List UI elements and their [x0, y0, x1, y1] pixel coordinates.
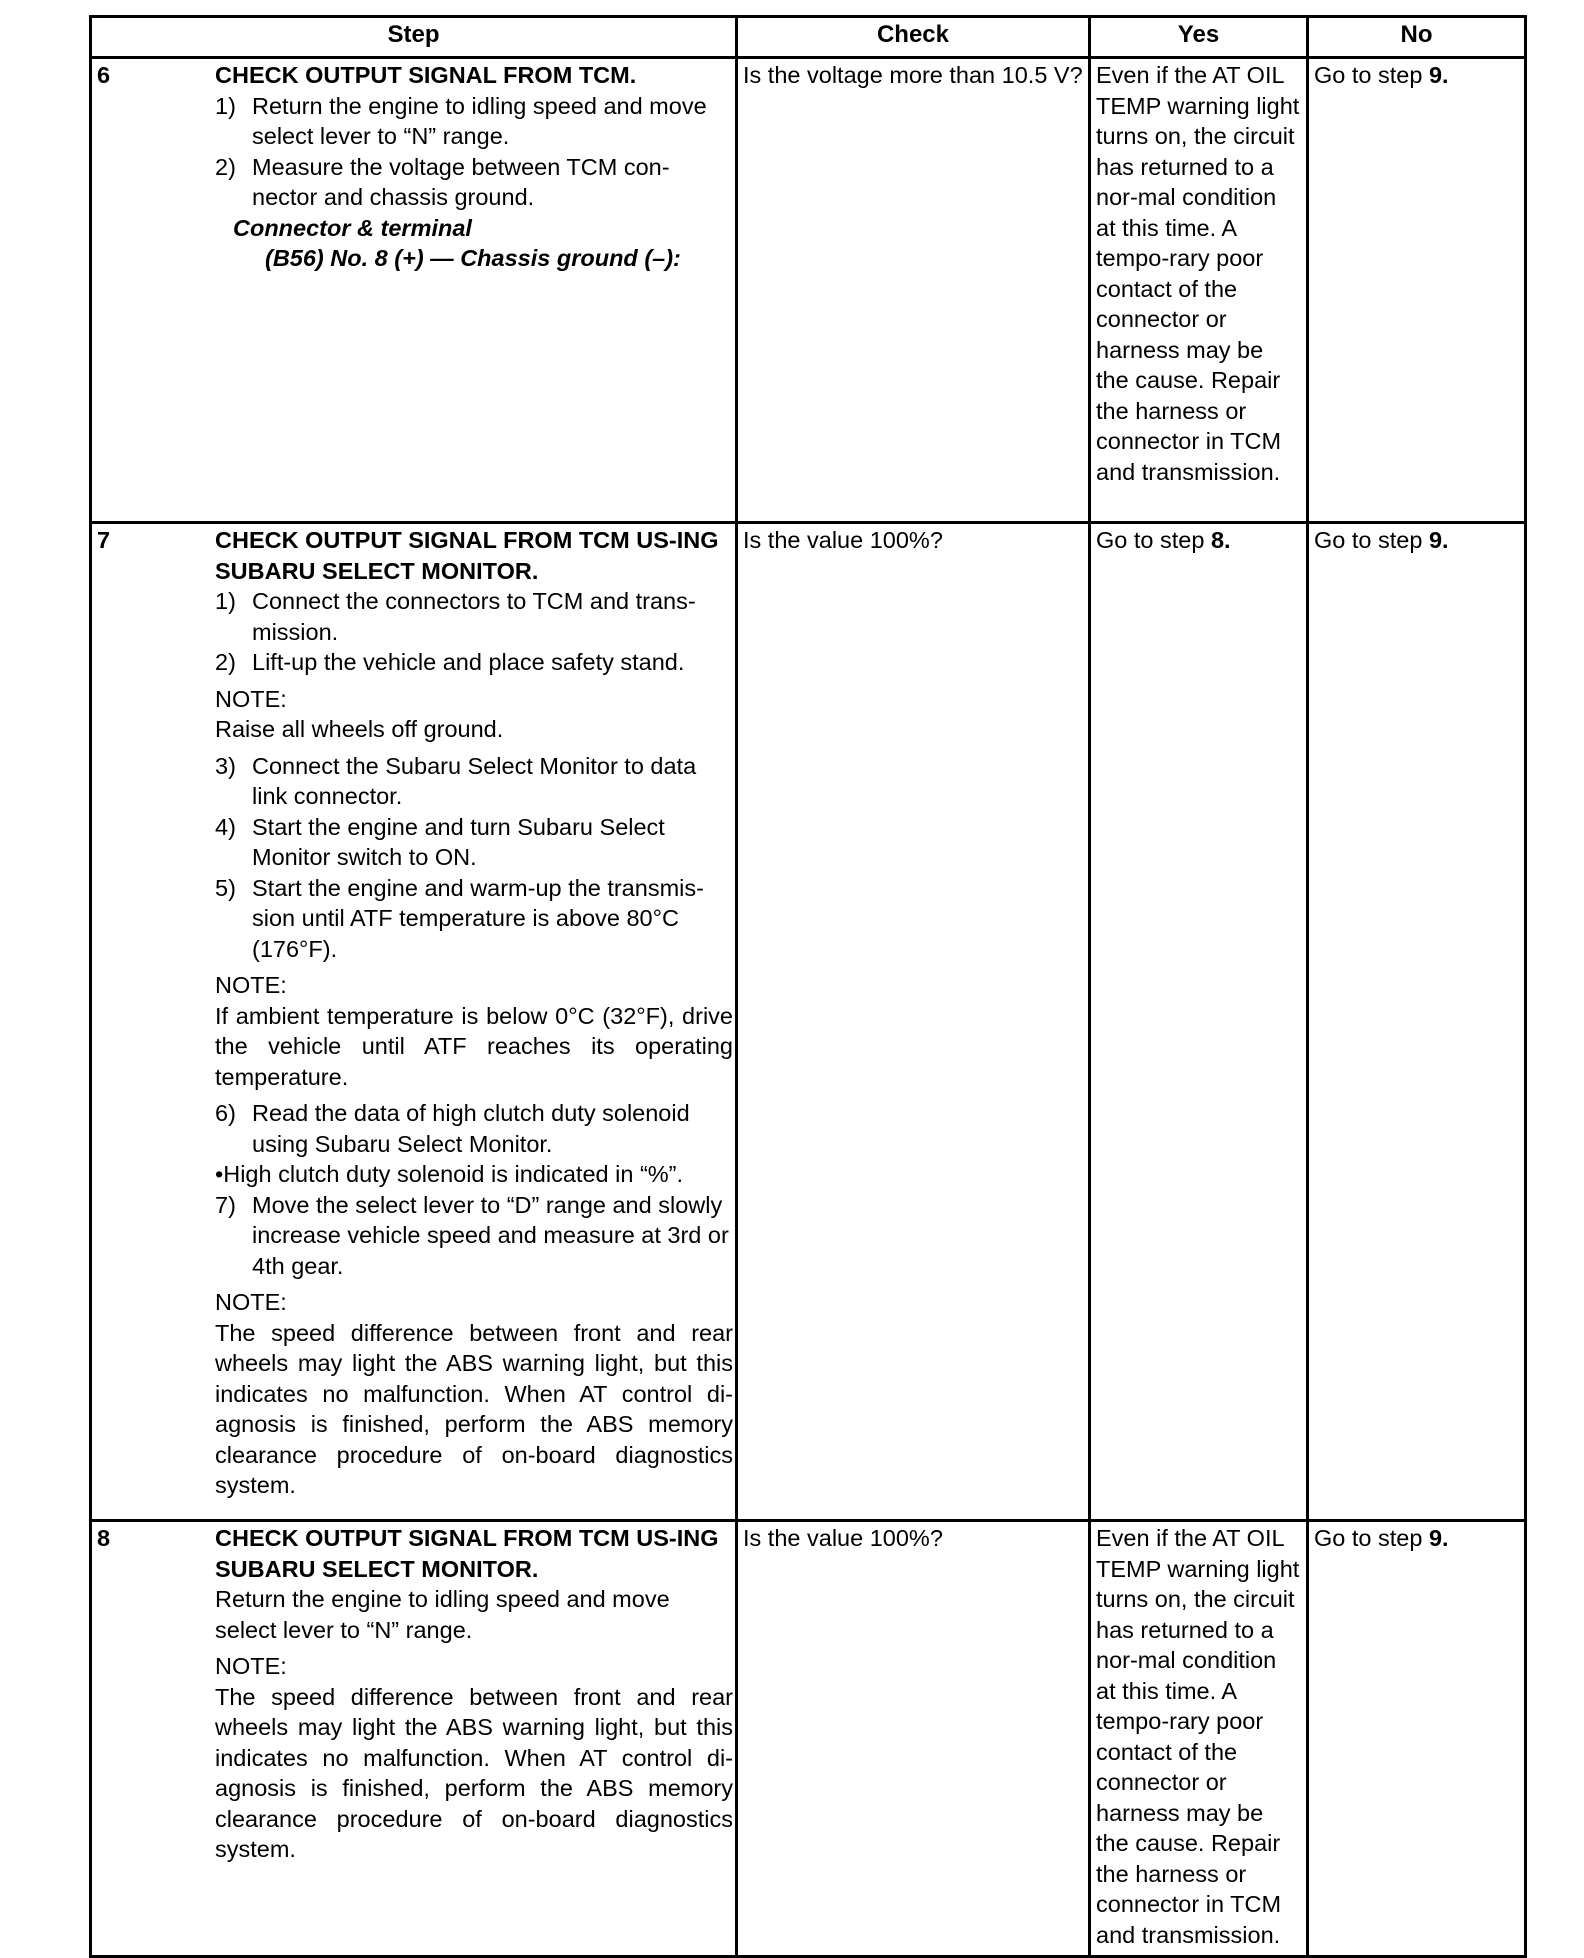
table-row-step-8 [91, 1521, 1526, 1957]
header-yes: Yes [1090, 17, 1308, 58]
header-step: Step [91, 17, 737, 58]
step-number: 7 [97, 527, 111, 553]
step-cell [91, 523, 737, 1521]
list-item: 4) Start the engine and turn Subaru Select Monitor switch to ON. [215, 813, 665, 870]
note-heading: NOTE: [215, 1289, 287, 1315]
bullet-text: •High clutch duty solenoid is indicated in “%”. [215, 1161, 684, 1187]
list-item: 3) Connect the Subaru Select Monitor to data link connector. [215, 752, 697, 809]
step-title: CHECK OUTPUT SIGNAL FROM TCM US-ING SUBARU SELECT MONITOR. [215, 527, 719, 584]
table-row-step-6 [91, 58, 1526, 523]
note-heading: NOTE: [215, 685, 287, 712]
note-text: The speed difference between front and rear wheels may light the ABS warning light, but this indicates no malfunction. When AT control di-agnosis is finished, perform the ABS memory clearance procedure of on-board diagnostics system. [215, 1683, 733, 1862]
check-cell: Is the value 100%? [737, 1521, 1090, 1957]
note-heading: NOTE: [215, 972, 287, 998]
check-cell: Is the voltage more than 10.5 V? [737, 58, 1090, 523]
list-item: 1) Connect the connectors to TCM and trans-mission. [215, 588, 696, 645]
list-item: 7) Move the select lever to “D” range and slowly increase vehicle speed and measure at 3rd or 4th gear. [215, 1191, 729, 1279]
step-title: CHECK OUTPUT SIGNAL FROM TCM. [215, 62, 637, 88]
header-check: Check [737, 17, 1090, 58]
list-item: 2) Lift-up the vehicle and place safety stand. [215, 649, 685, 675]
connector-value: (B56) No. 8 (+) — Chassis ground (–): [265, 245, 681, 271]
table-row-step-7 [91, 523, 1526, 1521]
step-number: 8 [97, 1525, 111, 1551]
connector-label: Connector & terminal [233, 214, 472, 241]
note-heading: NOTE: [215, 1653, 287, 1679]
yes-cell: Even if the AT OIL TEMP warning light turns on, the circuit has returned to a nor-mal condition at this time. A tempo-rary poor contact of the connector or harness may be the cause. Repair the harness or connector in TCM and transmission. [1090, 1521, 1308, 1957]
list-item: 6) Read the data of high clutch duty solenoid using Subaru Select Monitor. [215, 1100, 690, 1157]
yes-cell: Even if the AT OIL TEMP warning light turns on, the circuit has returned to a nor-mal condition at this time. A tempo-rary poor contact of the connector or harness may be the cause. Repair the harness or connector in TCM and transmission. [1090, 58, 1308, 523]
note-text: If ambient temperature is below 0°C (32°F), drive the vehicle until ATF reaches its operating temperature. [215, 1002, 733, 1090]
step-cell [91, 58, 737, 523]
check-cell: Is the value 100%? [737, 523, 1090, 1521]
step-cell [91, 1521, 737, 1957]
yes-cell: Go to step 8. [1090, 523, 1308, 1521]
list-item: 5) Start the engine and warm-up the transmis-sion until ATF temperature is above 80°C (176°F). [215, 874, 704, 962]
no-cell: Go to step 9. [1308, 523, 1526, 1521]
no-cell: Go to step 9. [1308, 1521, 1526, 1957]
table-header-row [91, 17, 1526, 58]
step-number: 6 [97, 62, 111, 88]
no-cell: Go to step 9. [1308, 58, 1526, 523]
list-item: 1) Return the engine to idling speed and move select lever to “N” range. [215, 92, 707, 149]
note-text: The speed difference between front and rear wheels may light the ABS warning light, but this indicates no malfunction. When AT control di-agnosis is finished, perform the ABS memory clearance procedure of on-board diagnostics system. [215, 1319, 733, 1498]
step-title: CHECK OUTPUT SIGNAL FROM TCM US-ING SUBARU SELECT MONITOR. [215, 1525, 719, 1582]
header-no: No [1308, 17, 1526, 58]
list-item: 2) Measure the voltage between TCM con-nector and chassis ground. [215, 153, 670, 210]
note-text: Raise all wheels off ground. [215, 716, 504, 742]
step-text: Return the engine to idling speed and move select lever to “N” range. [215, 1586, 670, 1643]
diagnostic-table [89, 15, 1527, 1958]
